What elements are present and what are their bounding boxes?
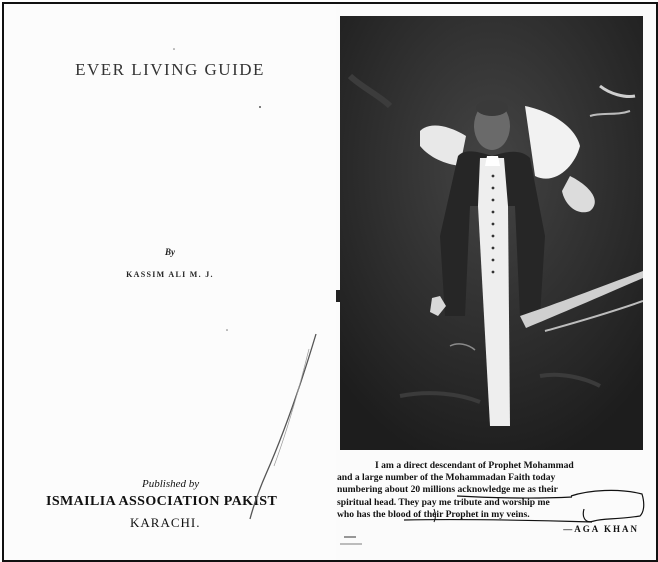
caption-line: numbering about 20 millions acknowledge me as their: [337, 484, 558, 496]
by-label: By: [165, 247, 175, 257]
caption-line: who has the blood of their Prophet in my veins.: [337, 508, 530, 520]
caption-line: I am a direct descendant of Prophet Mohammad: [375, 460, 574, 471]
author-name: KASSIM ALI M. J.: [126, 270, 214, 279]
caption-line: spiritual head. They pay me tribute and worship me: [337, 496, 550, 508]
book-title: EVER LIVING GUIDE: [75, 60, 265, 79]
published-by-label: Published by: [142, 478, 200, 490]
scanned-spread: [2, 2, 658, 562]
portrait-photo: [340, 16, 643, 450]
publisher-name: ISMAILIA ASSOCIATION PAKIST: [46, 494, 278, 509]
signature: —AGA KHAN: [563, 524, 639, 535]
caption-line: and a large number of the Mohammadan Faith today: [337, 472, 556, 484]
portrait-photo-icon: [340, 16, 643, 450]
publisher-city: KARACHI.: [130, 515, 201, 530]
quotation-caption: [337, 460, 647, 535]
page-crease-icon: [4, 4, 344, 560]
